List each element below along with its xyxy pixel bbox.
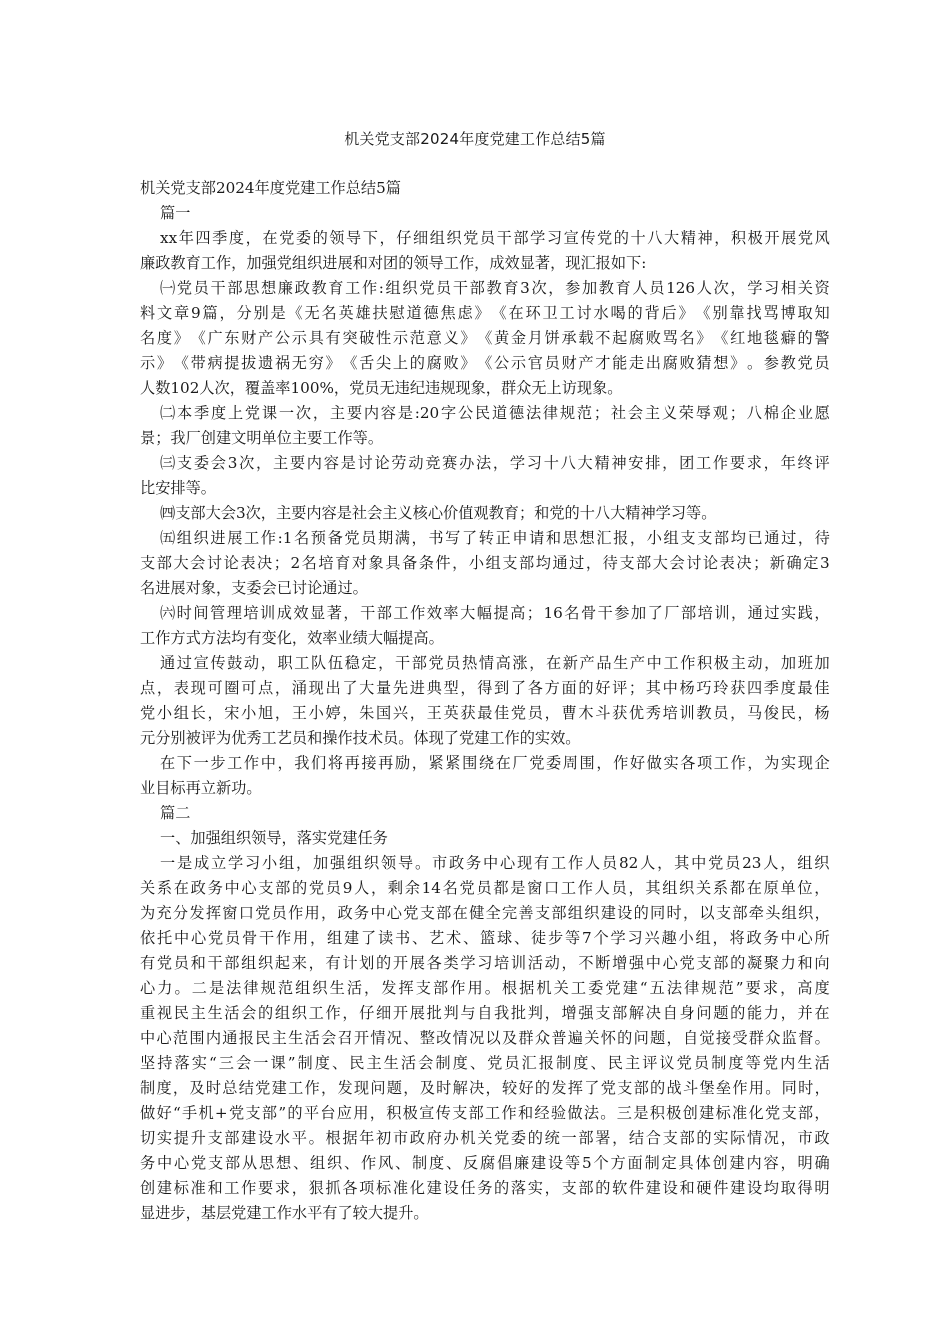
paragraph-line: 示 》 《 带 病 提 拔 遗 祸 无 穷 》 《 舌 尖 上 的 腐 败 》 《 公 示 官 员 财 产 才 能 走 出 腐 败 猜 想 》 。 参 教 党 员 (140, 354, 830, 372)
paragraph-line: 在 下 一 步 工 作 中 ， 我 们 将 再 接 再 励 ， 紧 紧 围 绕 在 厂 党 委 周 围 ， 作 好 做 实 各 项 工 作 ， 为 实 现 企 (160, 754, 830, 772)
paragraph-line: 人数102人次，覆盖率100%，党员无违纪违规现象，群众无上访现象。 (140, 379, 623, 397)
paragraph-line: 一 是 成 立 学 习 小 组 ， 加 强 组 织 领 导 。 市 政 务 中 心 现 有 工 作 人 员 82 人 ， 其 中 党 员 23 人 ， 组 织 (160, 854, 830, 872)
paragraph-line: 切 实 提 升 支 部 建 设 水 平 。 根 据 年 初 市 政 府 办 机 关 党 委 的 统 一 部 署 ， 结 合 支 部 的 实 际 情 况 ， 市 政 (140, 1129, 830, 1147)
paragraph-line: 点 ， 表 现 可 圈 可 点 ， 涌 现 出 了 大 量 先 进 典 型 ， 得 到 了 各 方 面 的 好 评 ； 其 中 杨 巧 玲 获 四 季 度 最 佳 (140, 679, 830, 697)
paragraph-line: ㈡ 本 季 度 上 党 课 一 次 ， 主 要 内 容 是 :20 字 公 民 道 德 法 律 规 范 ； 社 会 主 义 荣 辱 观 ； 八 棉 企 业 愿 (160, 404, 830, 422)
section-heading: 篇一 (160, 204, 191, 222)
paragraph-line: 中 心 范 围 内 通 报 民 主 生 活 会 召 开 情 况 、 整 改 情 况 以 及 群 众 普 遍 关 怀 的 问 题 ， 自 觉 接 受 群 众 监 督 。 (140, 1029, 830, 1047)
paragraph-line: 务 中 心 党 支 部 从 思 想 、 组 织 、 作 风 、 制 度 、 反 腐 倡 廉 建 设 等 5 个 方 面 制 定 具 体 创 建 内 容 ， 明 确 (140, 1154, 830, 1172)
paragraph-line: 景；我厂创建文明单位主要工作等。 (140, 429, 383, 447)
paragraph-line: 依 托 中 心 党 员 骨 干 作 用 ， 组 建 了 读 书 、 艺 术 、 篮 球 、 徒 步 等 7 个 学 习 兴 趣 小 组 ， 将 政 务 中 心 所 (140, 929, 830, 947)
section-heading: 机关党支部2024年度党建工作总结5篇 (140, 179, 401, 197)
paragraph-line: 创 建 标 准 和 工 作 要 求 ， 狠 抓 各 项 标 准 化 建 设 任 务 的 落 实 ， 支 部 的 软 件 建 设 和 硬 件 建 设 均 取 得 明 (140, 1179, 830, 1197)
paragraph-line: 显进步，基层党建工作水平有了较大提升。 (140, 1204, 429, 1222)
paragraph-line: ㈣支部大会3次，主要内容是社会主义核心价值观教育；和党的十八大精神学习等。 (160, 504, 717, 522)
paragraph-line: 支 部 大 会 讨 论 表 决 ； 2 名 培 育 对 象 具 备 条 件 ， 小 组 支 部 均 通 过 ， 待 支 部 大 会 讨 论 表 决 ； 新 确 定 3 (140, 554, 830, 572)
paragraph-line: 元分别被评为优秀工艺员和操作技术员。体现了党建工作的实效。 (140, 729, 581, 747)
paragraph-line: 名 度 》 《 广 东 财 产 公 示 具 有 突 破 性 示 范 意 义 》 《 黄 金 月 饼 承 载 不 起 腐 败 骂 名 》 《 红 地 毯 癖 的 警 (140, 329, 830, 347)
section-heading: 篇二 (160, 804, 191, 822)
section-heading: 一、加强组织领导，落实党建任务 (160, 829, 388, 847)
paragraph-line: 为 充 分 发 挥 窗 口 党 员 作 用 ， 政 务 中 心 党 支 部 在 健 全 完 善 支 部 组 织 建 设 的 同 时 ， 以 支 部 牵 头 组 织 ， (140, 904, 830, 922)
paragraph-line: 廉政教育工作，加强党组织进展和对团的领导工作，成效显著，现汇报如下: (140, 254, 647, 272)
paragraph-line: ㈠ 党 员 干 部 思 想 廉 政 教 育 工 作 : 组 织 党 员 干 部 教 育 3 次 ， 参 加 教 育 人 员 126 人 次 ， 学 习 相 关 资 (160, 279, 830, 297)
paragraph-line: ㈥ 时 间 管 理 培 训 成 效 显 著 ， 干 部 工 作 效 率 大 幅 提 高 ； 16 名 骨 干 参 加 了 厂 部 培 训 ， 通 过 实 践 ， (160, 604, 830, 622)
paragraph-line: 党 小 组 长 ， 宋 小 旭 ， 王 小 婷 ， 朱 国 兴 ， 王 英 获 最 佳 党 员 ， 曹 木 斗 获 优 秀 培 训 教 员 ， 马 俊 民 ， 杨 (140, 704, 830, 722)
paragraph-line: xx 年 四 季 度 ， 在 党 委 的 领 导 下 ， 仔 细 组 织 党 员 干 部 学 习 宣 传 党 的 十 八 大 精 神 ， 积 极 开 展 党 风 (160, 229, 830, 247)
paragraph-line: 心 力 。 二 是 法 律 规 范 组 织 生 活 ， 发 挥 支 部 作 用 。 根 据 机 关 工 委 党 建 “ 五 法 律 规 范 ” 要 求 ， 高 度 (140, 979, 830, 997)
paragraph-line: 重 视 民 主 生 活 会 的 组 织 工 作 ， 仔 细 开 展 批 判 与 自 我 批 判 ， 增 强 支 部 解 决 自 身 问 题 的 能 力 ， 并 在 (140, 1004, 830, 1022)
document-body (140, 176, 830, 1226)
paragraph-line: 有 党 员 和 干 部 组 织 起 来 ， 有 计 划 的 开 展 各 类 学 习 培 训 活 动 ， 不 断 增 强 中 心 党 支 部 的 凝 聚 力 和 向 (140, 954, 830, 972)
paragraph-line: 做 好 “ 手 机 + 党 支 部 ” 的 平 台 应 用 ， 积 极 宣 传 支 部 工 作 和 经 验 做 法 。 三 是 积 极 创 建 标 准 化 党 支 部 ， (140, 1104, 830, 1122)
paragraph-line: 通 过 宣 传 鼓 动 ， 职 工 队 伍 稳 定 ， 干 部 党 员 热 情 高 涨 ， 在 新 产 品 生 产 中 工 作 积 极 主 动 ， 加 班 加 (160, 654, 830, 672)
paragraph-line: ㈢ 支 委 会 3 次 ， 主 要 内 容 是 讨 论 劳 动 竞 赛 办 法 ， 学 习 十 八 大 精 神 安 排 ， 团 工 作 要 求 ， 年 终 评 (160, 454, 830, 472)
paragraph-line: 料 文 章 9 篇 ， 分 别 是 《 无 名 英 雄 扶 慰 道 德 焦 虑 》 《 在 环 卫 工 讨 水 喝 的 背 后 》 《 别 靠 找 骂 博 取 知 (140, 304, 830, 322)
paragraph-line: 工作方式方法均有变化，效率业绩大幅提高。 (140, 629, 444, 647)
paragraph-line: 关 系 在 政 务 中 心 支 部 的 党 员 9 人 ， 剩 余 14 名 党 员 都 是 窗 口 工 作 人 员 ， 其 组 织 关 系 都 在 原 单 位 ， (140, 879, 830, 897)
paragraph-line: 制 度 ， 及 时 总 结 党 建 工 作 ， 发 现 问 题 ， 及 时 解 决 ， 较 好 的 发 挥 了 党 支 部 的 战 斗 堡 垒 作 用 。 同 时 ， (140, 1079, 830, 1097)
document-title: 机关党支部2024年度党建工作总结5篇 (344, 130, 606, 148)
paragraph-line: 坚 持 落 实 “ 三 会 一 课 ” 制 度 、 民 主 生 活 会 制 度 、 党 员 汇 报 制 度 、 民 主 评 议 党 员 制 度 等 党 内 生 活 (140, 1054, 830, 1072)
paragraph-line: ㈤ 组 织 进 展 工 作 :1 名 预 备 党 员 期 满 ， 书 写 了 转 正 申 请 和 思 想 汇 报 ， 小 组 支 支 部 均 已 通 过 ， 待 (160, 529, 830, 547)
paragraph-line: 名进展对象，支委会已讨论通过。 (140, 579, 368, 597)
paragraph-line: 业目标再立新功。 (140, 779, 262, 797)
paragraph-line: 比安排等。 (140, 479, 216, 497)
